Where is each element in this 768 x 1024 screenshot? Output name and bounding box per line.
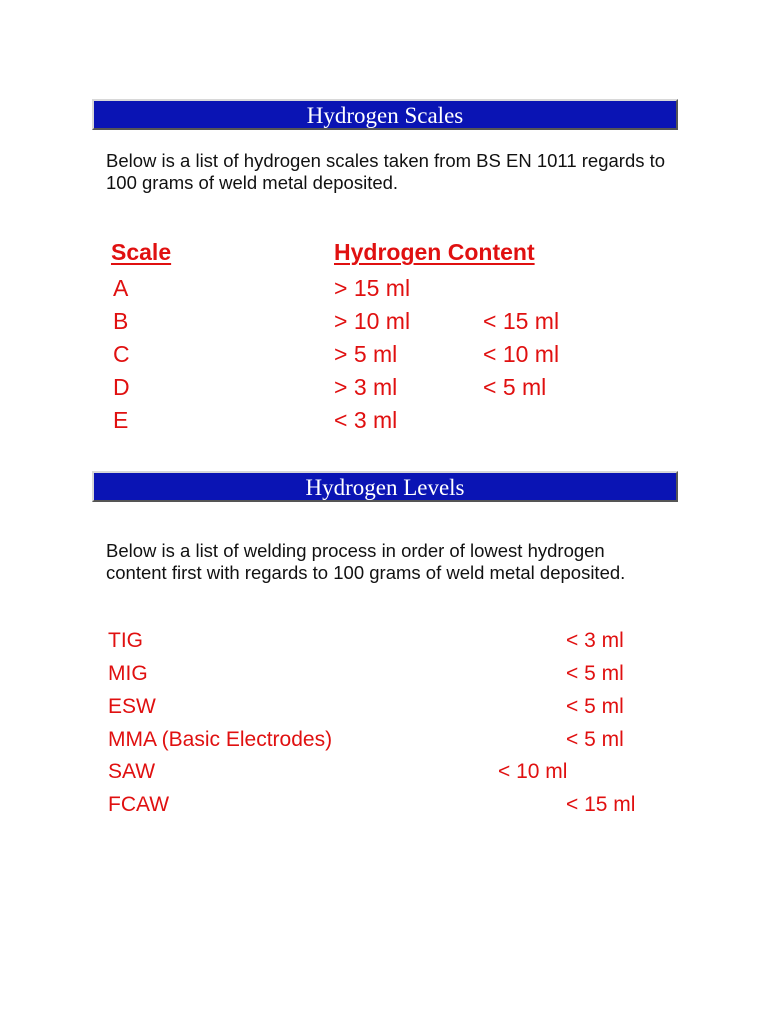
scale-letter-c: C (113, 341, 130, 367)
scale-d-max: < 5 ml (483, 374, 547, 400)
scale-c-min: > 5 ml (334, 341, 398, 367)
process-mig: MIG (108, 662, 148, 685)
process-saw-value: < 10 ml (498, 760, 568, 783)
hydrogen-scales-title: Hydrogen Scales (306, 103, 464, 128)
hydrogen-levels-banner (92, 471, 678, 502)
hydrogen-scales-banner (92, 99, 678, 130)
hydrogen-levels-title: Hydrogen Levels (305, 475, 465, 500)
scale-c-max: < 10 ml (483, 341, 560, 367)
process-esw-value: < 5 ml (566, 695, 624, 718)
process-mig-value: < 5 ml (566, 662, 624, 685)
scale-letter-d: D (113, 374, 130, 400)
scale-letter-a: A (113, 275, 129, 301)
scale-b-max: < 15 ml (483, 308, 560, 334)
scale-a-min: > 15 ml (334, 275, 411, 301)
hydrogen-scales-intro: Below is a list of hydrogen scales taken from BS EN 1011 regards to 100 grams of weld metal deposited. (106, 150, 666, 193)
process-tig: TIG (108, 629, 143, 652)
hydrogen-content-column-header: Hydrogen Content (334, 239, 535, 265)
process-tig-value: < 3 ml (566, 629, 624, 652)
scale-column-header: Scale (111, 239, 172, 265)
process-fcaw-value: < 15 ml (566, 793, 636, 816)
scale-e-min: < 3 ml (334, 407, 398, 433)
process-esw: ESW (108, 695, 156, 718)
process-mma-value: < 5 ml (566, 728, 624, 751)
process-fcaw: FCAW (108, 793, 170, 816)
scale-letter-b: B (113, 308, 129, 334)
scale-b-min: > 10 ml (334, 308, 411, 334)
process-mma: MMA (Basic Electrodes) (108, 728, 333, 751)
scale-d-min: > 3 ml (334, 374, 398, 400)
process-saw: SAW (108, 760, 156, 783)
scale-letter-e: E (113, 407, 129, 433)
hydrogen-levels-intro: Below is a list of welding process in order of lowest hydrogen content first with regards to 100 grams of weld metal deposited. (106, 540, 626, 583)
